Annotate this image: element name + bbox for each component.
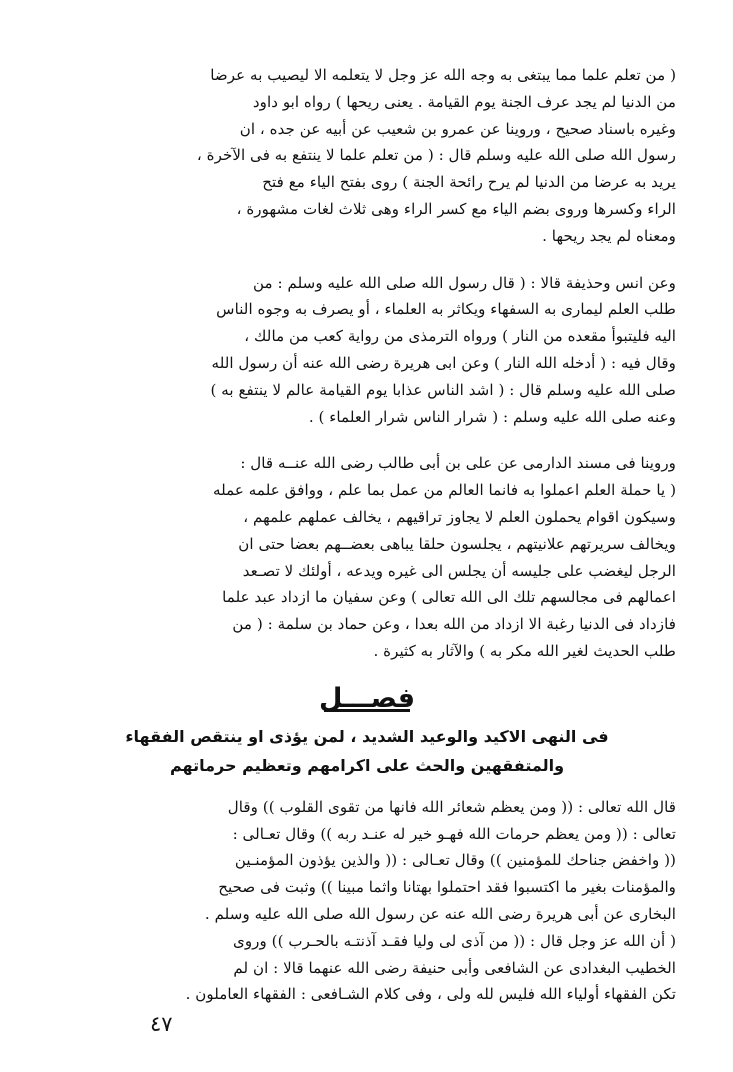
text-line: البخارى عن أبى هريرة رضى الله عنه عن رسول الله صلى الله عليه وسلم . bbox=[204, 904, 676, 923]
paragraph-3 bbox=[58, 450, 676, 664]
text-line: اليه فليتبوأ مقعده من النار ) ورواه الترمذى من رواية كعب من مالك ، bbox=[244, 327, 676, 346]
text-line: ويخالف سريرتهم علانيتهم ، يجلسون حلقا يباهى بعضــهم بعضا حتى ان bbox=[238, 534, 676, 553]
text-line: الراء وكسرها وروى بضم الياء مع كسر الراء وهى ثلاث لغات مشهورة ، bbox=[236, 199, 676, 218]
text-line: والمؤمنات بغير ما اكتسبوا فقد احتملوا بهتانا واثما مبينا )) وثبت فى صحيح bbox=[218, 878, 676, 897]
paragraph-4 bbox=[58, 794, 676, 1008]
section-heading-text: فصـــل bbox=[318, 682, 416, 714]
text-line: يريد به عرضا من الدنيا لم يرح رائحة الجنة ) روى بفتح الياء مع فتح bbox=[262, 173, 676, 192]
text-line: تعالى : (( ومن يعظم حرمات الله فهـو خير له عنـد ربه )) وقال تعـالى : bbox=[232, 824, 676, 843]
text-line: من الدنيا لم يجد عرف الجنة يوم القيامة . يعنى ريحها ) رواه ابو داود bbox=[252, 92, 676, 111]
paragraph-gap bbox=[58, 665, 676, 675]
text-line: ( أن الله عز وجل قال : (( من آذى لى وليا فقـد آذنتـه بالحـرب )) وروى bbox=[232, 931, 676, 950]
text-line: طلب الحديث لغير الله مكر به ) والآثار به كثيرة . bbox=[373, 641, 676, 660]
text-line: وروينا فى مسند الدارمى عن على بن أبى طالب رضى الله عنــه قال : bbox=[240, 454, 676, 473]
subtitle-line: فى النهى الاكيد والوعيد الشديد ، لمن يؤذى او ينتقص الفقهاء bbox=[125, 726, 609, 746]
page-body bbox=[58, 62, 676, 1008]
text-line: وعن انس وحذيفة قالا : ( قال رسول الله صلى الله عليه وسلم : من bbox=[253, 273, 676, 292]
text-line: ( يا حملة العلم اعملوا به فانما العالم من عمل بما علم ، ووافق علمه عمله bbox=[212, 481, 676, 500]
section-subtitle bbox=[58, 722, 676, 780]
text-line: الرجل ليغضب على جليسه أن يجلس الى غيره ويدعه ، أولئك لا تصـعد bbox=[242, 561, 676, 580]
text-line: رسول الله صلى الله عليه وسلم قال : ( من تعلم علما لا ينتفع به فى الآخرة ، bbox=[196, 146, 676, 165]
text-line: قال الله تعالى : (( ومن يعظم شعائر الله فانها من تقوى القلوب )) وقال bbox=[227, 797, 676, 816]
paragraph-gap bbox=[58, 430, 676, 450]
paragraph-1 bbox=[58, 62, 676, 250]
text-line: ( من تعلم علما مما يبتغى به وجه الله عز وجل لا يتعلمه الا ليصيب به عرضا bbox=[210, 66, 676, 84]
text-line: وسيكون اقوام يحملون العلم لا يجاوز تراقيهم ، يخالف عملهم علمهم ، bbox=[243, 507, 676, 526]
text-line: فازداد فى الدنيا رغبة الا ازداد من الله بعدا ، وعن حماد بن سلمة : ( من bbox=[232, 615, 676, 634]
text-line: وغيره باسناد صحيح ، وروينا عن عمرو بن شعيب عن أبيه عن جده ، ان bbox=[239, 119, 676, 138]
text-line: طلب العلم ليمارى به السفهاء ويكاثر به العلماء ، أو يصرف به وجوه الناس bbox=[216, 300, 676, 319]
paragraph-2 bbox=[58, 270, 676, 431]
text-line: تكن الفقهاء أولياء الله فليس لله ولى ، وفى كلام الشـافعى : الفقهاء العاملون . bbox=[185, 985, 676, 1004]
text-line: وعنه صلى الله عليه وسلم : ( شرار الناس شرار العلماء ) . bbox=[308, 407, 676, 426]
text-line: الخطيب البغدادى عن الشافعى وأبى حنيفة رضى الله عنهما قالا : ان لم bbox=[233, 958, 676, 977]
text-line: ومعناه لم يجد ريحها . bbox=[542, 226, 676, 245]
paragraph-gap bbox=[58, 250, 676, 270]
page-number: ٤٧ bbox=[150, 1012, 173, 1036]
subtitle-line: والمتفقهين والحث على اكرامهم وتعظيم حرماتهم bbox=[169, 755, 565, 775]
text-line: وقال فيه : ( أدخله الله النار ) وعن ابى هريرة رضى الله عنه أن رسول الله bbox=[211, 353, 676, 372]
text-line: اعمالهم فى مجالسهم تلك الى الله تعالى ) وعن سفيان ما ازداد عبد علما bbox=[222, 588, 676, 607]
text-line: صلى الله عليه وسلم قال : ( اشد الناس عذابا يوم القيامة عالم لا ينتفع به ) bbox=[210, 380, 676, 399]
text-line: (( واخفض جناحك للمؤمنين )) وقال تعـالى : (( والذين يؤذون المؤمنـين bbox=[234, 851, 676, 870]
section-heading bbox=[58, 681, 676, 712]
